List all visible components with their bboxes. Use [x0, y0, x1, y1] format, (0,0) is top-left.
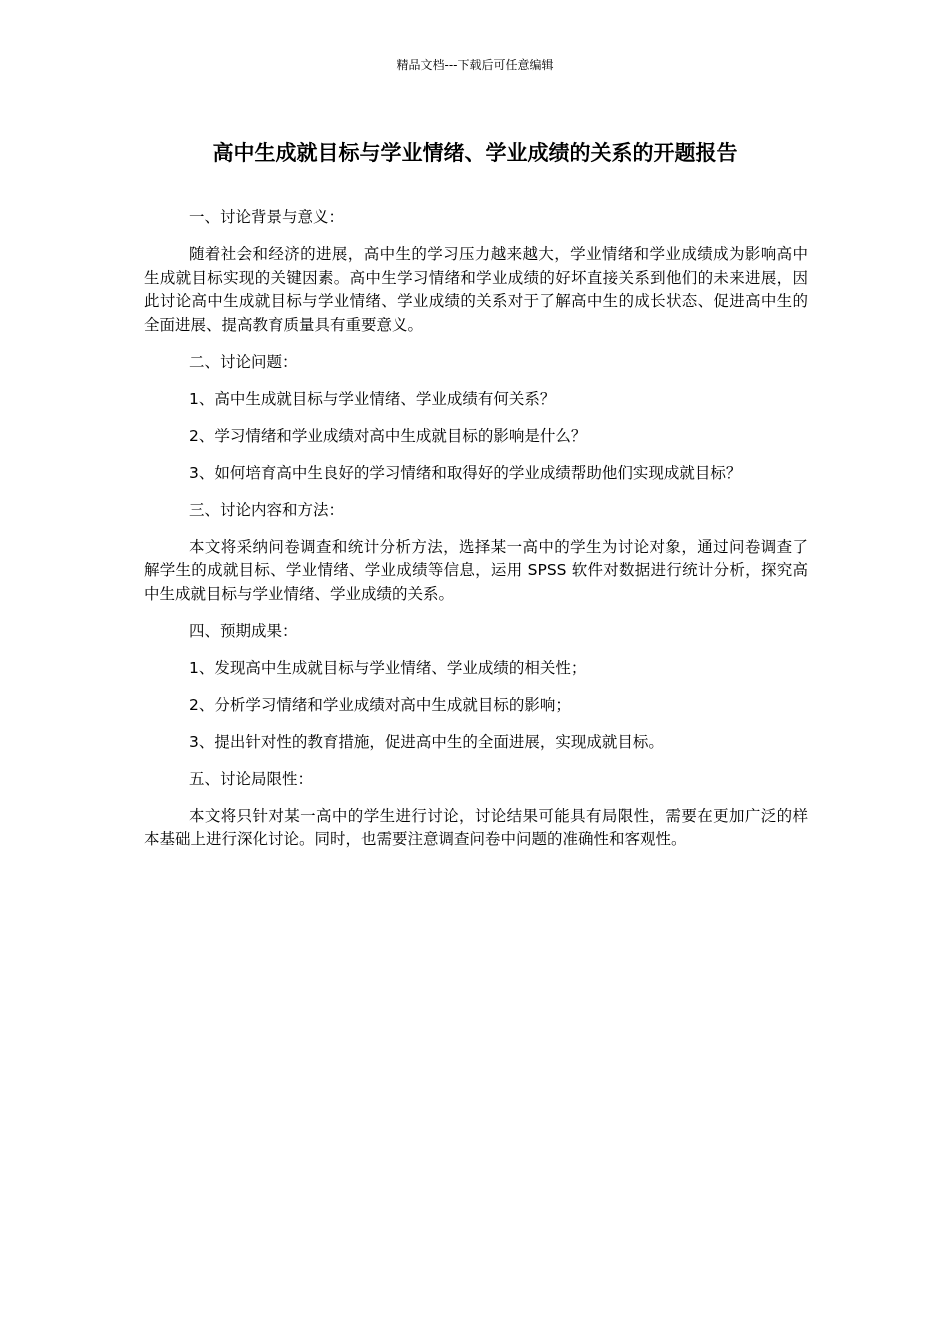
section-heading-questions: 二、讨论问题： [189, 352, 298, 371]
paragraph-methods: 本文将采纳问卷调查和统计分析方法，选择某一高中的学生为讨论对象，通过问卷调查了解学生的成就目标、学业情绪、学业成绩等信息，运用 SPSS 软件对数据进行统计分析，探究高中生成就目标与学业情绪、学业成绩的关系。 [144, 537, 808, 603]
section-heading-background: 一、讨论背景与意义： [189, 208, 345, 226]
section-heading-methods: 三、讨论内容和方法： [189, 500, 345, 519]
question-item-2: 2、学习情绪和学业成绩对高中生成就目标的影响是什么？ [189, 426, 587, 445]
outcome-item-2: 2、分析学习情绪和学业成绩对高中生成就目标的影响； [189, 695, 571, 714]
document-body [144, 206, 808, 865]
section-heading-limitations: 五、讨论局限性： [189, 769, 314, 788]
question-item-3: 3、如何培育高中生良好的学习情绪和取得好的学业成绩帮助他们实现成就目标？ [189, 463, 742, 482]
document-title: 高中生成就目标与学业情绪、学业成绩的关系的开题报告 [212, 141, 738, 165]
section-heading-outcomes: 四、预期成果： [189, 621, 298, 640]
outcome-item-1: 1、发现高中生成就目标与学业情绪、学业成绩的相关性； [189, 658, 587, 677]
header-note: 精品文档---下载后可任意编辑 [396, 58, 554, 72]
paragraph-background: 随着社会和经济的进展，高中生的学习压力越来越大，学业情绪和学业成绩成为影响高中生成就目标实现的关键因素。高中生学习情绪和学业成绩的好坏直接关系到他们的未来进展，因此讨论高中生成就目标与学业情绪、学业成绩的关系对于了解高中生的成长状态、促进高中生的全面进展、提高教育质量具有重要意义。 [144, 245, 808, 334]
paragraph-limitations: 本文将只针对某一高中的学生进行讨论，讨论结果可能具有局限性，需要在更加广泛的样本基础上进行深化讨论。同时，也需要注意调查问卷中问题的准确性和客观性。 [144, 806, 808, 848]
question-item-1: 1、高中生成就目标与学业情绪、学业成绩有何关系？ [189, 389, 556, 408]
outcome-item-3: 3、提出针对性的教育措施，促进高中生的全面进展，实现成就目标。 [189, 732, 664, 751]
